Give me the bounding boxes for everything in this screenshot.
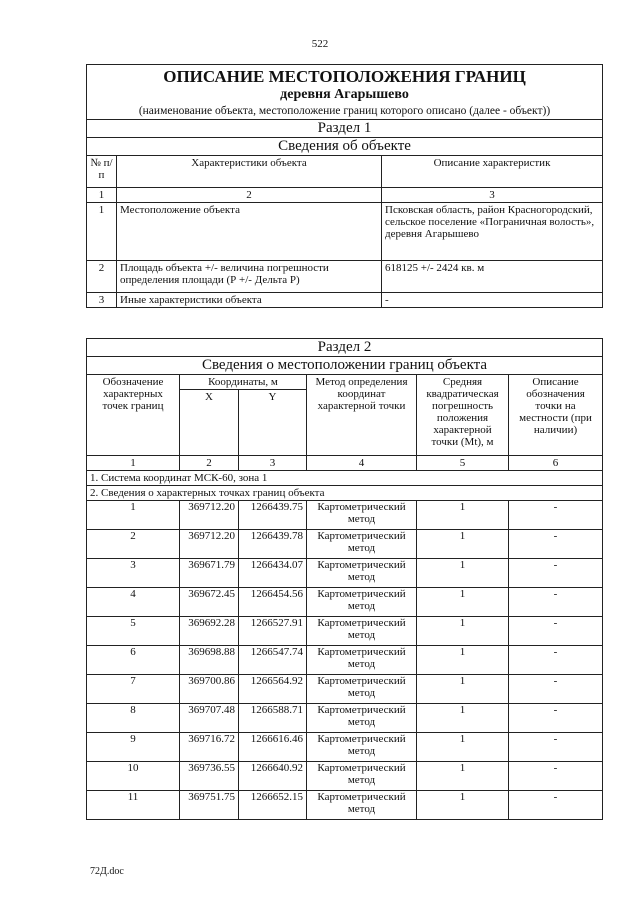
marking: - [509, 733, 603, 762]
marking: - [509, 646, 603, 675]
error: 1 [417, 791, 509, 820]
marking: - [509, 704, 603, 733]
coord-y: 1266564.92 [239, 675, 307, 704]
table-row [87, 675, 603, 704]
table-row [87, 762, 603, 791]
col-header-method: Метод определения координат характерной точки [307, 375, 417, 456]
col-header-x: X [180, 390, 239, 456]
document-title: ОПИСАНИЕ МЕСТОПОЛОЖЕНИЯ ГРАНИЦ [87, 65, 603, 88]
table-row [87, 617, 603, 646]
coord-y: 1266652.15 [239, 791, 307, 820]
marking: - [509, 588, 603, 617]
coord-x: 369712.20 [180, 501, 239, 530]
table-cell: Иные характеристики объекта [117, 293, 382, 308]
col-header-error: Средняя квадратическая погрешность положения характерной точки (Mt), м [417, 375, 509, 456]
object-name: деревня Агарышево [87, 87, 603, 103]
col-number: 2 [117, 188, 382, 203]
col-number: 4 [307, 456, 417, 471]
table-cell: Местоположение объекта [117, 203, 382, 261]
error: 1 [417, 588, 509, 617]
error: 1 [417, 559, 509, 588]
method: Картометрический метод [307, 762, 417, 791]
col-number: 6 [509, 456, 603, 471]
table-cell: - [382, 293, 603, 308]
coord-x: 369707.48 [180, 704, 239, 733]
table-row [87, 733, 603, 762]
coord-y: 1266616.46 [239, 733, 307, 762]
section-1-heading: Сведения об объекте [87, 138, 603, 156]
error: 1 [417, 704, 509, 733]
table-row [87, 704, 603, 733]
error: 1 [417, 733, 509, 762]
error: 1 [417, 617, 509, 646]
coord-y: 1266439.78 [239, 530, 307, 559]
method: Картометрический метод [307, 646, 417, 675]
col-header-characteristic: Характеристики объекта [117, 156, 382, 188]
file-name: 72Д.doc [90, 866, 124, 877]
marking: - [509, 530, 603, 559]
coord-y: 1266454.56 [239, 588, 307, 617]
coord-x: 369736.55 [180, 762, 239, 791]
col-number: 1 [87, 188, 117, 203]
method: Картометрический метод [307, 675, 417, 704]
table-row [87, 501, 603, 530]
error: 1 [417, 646, 509, 675]
points-heading: 2. Сведения о характерных точках границ объекта [87, 486, 603, 501]
point-number: 11 [87, 791, 180, 820]
table-cell: 618125 +/- 2424 кв. м [382, 261, 603, 293]
coord-y: 1266588.71 [239, 704, 307, 733]
method: Картометрический метод [307, 588, 417, 617]
coord-x: 369672.45 [180, 588, 239, 617]
coord-y: 1266640.92 [239, 762, 307, 791]
point-number: 7 [87, 675, 180, 704]
coord-y: 1266439.75 [239, 501, 307, 530]
method: Картометрический метод [307, 617, 417, 646]
col-number: 5 [417, 456, 509, 471]
point-number: 10 [87, 762, 180, 791]
point-number: 2 [87, 530, 180, 559]
col-header-coordinates: Координаты, м [180, 375, 307, 390]
table-cell: 1 [87, 203, 117, 261]
col-number: 1 [87, 456, 180, 471]
table-row [87, 530, 603, 559]
table-row [87, 646, 603, 675]
marking: - [509, 617, 603, 646]
marking: - [509, 559, 603, 588]
boundary-points-table [86, 338, 603, 820]
method: Картометрический метод [307, 559, 417, 588]
col-number: 2 [180, 456, 239, 471]
method: Картометрический метод [307, 704, 417, 733]
coord-x: 369751.75 [180, 791, 239, 820]
error: 1 [417, 530, 509, 559]
coord-x: 369700.86 [180, 675, 239, 704]
marking: - [509, 675, 603, 704]
coord-y: 1266547.74 [239, 646, 307, 675]
coord-x: 369716.72 [180, 733, 239, 762]
coord-y: 1266527.91 [239, 617, 307, 646]
coord-x: 369692.28 [180, 617, 239, 646]
error: 1 [417, 675, 509, 704]
col-header-point: Обозначение характерных точек границ [87, 375, 180, 456]
col-header-description: Описание характеристик [382, 156, 603, 188]
table-row [87, 588, 603, 617]
table-cell: 3 [87, 293, 117, 308]
error: 1 [417, 762, 509, 791]
coordinate-system: 1. Система координат МСК-60, зона 1 [87, 471, 603, 486]
table-cell: 2 [87, 261, 117, 293]
point-number: 9 [87, 733, 180, 762]
table-row [87, 559, 603, 588]
point-number: 3 [87, 559, 180, 588]
marking: - [509, 501, 603, 530]
method: Картометрический метод [307, 501, 417, 530]
table-cell: Площадь объекта +/- величина погрешности определения площади (Р +/- Дельта Р) [117, 261, 382, 293]
section-2-heading: Сведения о местоположении границ объекта [87, 357, 603, 375]
section-2-label: Раздел 2 [87, 339, 603, 357]
table-row [87, 791, 603, 820]
method: Картометрический метод [307, 530, 417, 559]
point-number: 8 [87, 704, 180, 733]
marking: - [509, 791, 603, 820]
object-info-table [86, 64, 603, 308]
coord-y: 1266434.07 [239, 559, 307, 588]
point-number: 6 [87, 646, 180, 675]
col-header-number: № п/п [87, 156, 117, 188]
page-number: 522 [311, 38, 329, 50]
section-1-label: Раздел 1 [87, 120, 603, 138]
marking: - [509, 762, 603, 791]
method: Картометрический метод [307, 733, 417, 762]
coord-x: 369671.79 [180, 559, 239, 588]
object-description-note: (наименование объекта, местоположение границ которого описано (далее - объект)) [87, 103, 603, 120]
point-number: 1 [87, 501, 180, 530]
col-number: 3 [239, 456, 307, 471]
error: 1 [417, 501, 509, 530]
point-number: 5 [87, 617, 180, 646]
coord-x: 369698.88 [180, 646, 239, 675]
point-number: 4 [87, 588, 180, 617]
col-number: 3 [382, 188, 603, 203]
table-cell: Псковская область, район Красногородский, сельское поселение «Пограничная волость», деревня Агарышево [382, 203, 603, 261]
col-header-y: Y [239, 390, 307, 456]
col-header-marking: Описание обозначения точки на местности (при наличии) [509, 375, 603, 456]
method: Картометрический метод [307, 791, 417, 820]
coord-x: 369712.20 [180, 530, 239, 559]
